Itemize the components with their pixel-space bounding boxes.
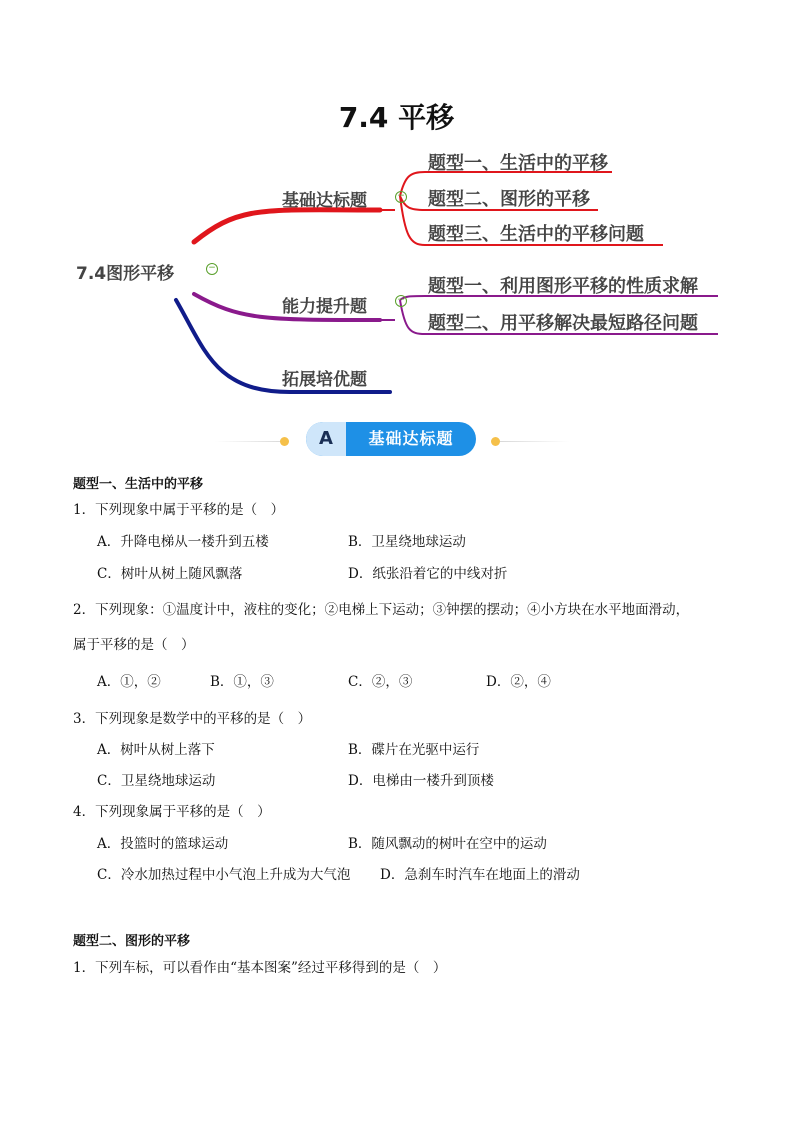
question-option: C．②，③ xyxy=(348,674,413,690)
question-option: B．卫星绕地球运动 xyxy=(348,534,466,550)
question-option: D．纸张沿着它的中线对折 xyxy=(348,566,508,582)
section-heading: 题型一、生活中的平移 xyxy=(73,477,204,492)
mindmap-branch-basic: 基础达标题 xyxy=(282,191,367,211)
section-heading: 题型二、图形的平移 xyxy=(73,934,191,949)
mindmap-root: 7.4图形平移 xyxy=(76,264,175,284)
banner-letter: A xyxy=(306,422,346,456)
question-option: A．投篮时的篮球运动 xyxy=(97,836,229,852)
collapse-icon[interactable]: − xyxy=(395,191,407,203)
question-option: C．树叶从树上随风飘落 xyxy=(97,566,243,582)
question-option: A．树叶从树上落下 xyxy=(97,742,215,758)
mindmap-item: 题型二、图形的平移 xyxy=(428,189,590,210)
question-stem: 4．下列现象属于平移的是（ ） xyxy=(73,804,271,820)
question-stem: 1．下列现象中属于平移的是（ ） xyxy=(73,502,285,518)
collapse-icon[interactable]: − xyxy=(395,295,407,307)
question-stem: 3．下列现象是数学中的平移的是（ ） xyxy=(73,711,312,727)
mindmap-item: 题型一、利用图形平移的性质求解 xyxy=(428,276,698,297)
mindmap-item: 题型一、生活中的平移 xyxy=(428,153,608,174)
banner-dot-left xyxy=(280,437,289,446)
question-option: B．随风飘动的树叶在空中的运动 xyxy=(348,836,547,852)
question-option: C．卫星绕地球运动 xyxy=(97,773,216,789)
question-option: A．①，② xyxy=(97,674,161,690)
question-option: A．升降电梯从一楼升到五楼 xyxy=(97,534,269,550)
collapse-icon[interactable]: − xyxy=(206,263,218,275)
mindmap-item: 题型三、生活中的平移问题 xyxy=(428,224,644,245)
question-option: B．碟片在光驱中运行 xyxy=(348,742,480,758)
banner-line-left xyxy=(215,441,285,442)
question-option: D．电梯由一楼升到顶楼 xyxy=(348,773,494,789)
mindmap-branch-extension: 拓展培优题 xyxy=(282,370,367,390)
banner-text: 基础达标题 xyxy=(368,429,454,448)
question-stem: 1．下列车标，可以看作由“基本图案”经过平移得到的是（ ） xyxy=(73,960,447,976)
question-option: B．①，③ xyxy=(210,674,274,690)
mindmap-branch-advanced: 能力提升题 xyxy=(282,297,367,317)
question-option: C．冷水加热过程中小气泡上升成为大气泡 xyxy=(97,867,351,883)
question-option: D．②，④ xyxy=(486,674,551,690)
banner-dot-right xyxy=(491,437,500,446)
question-stem: 2．下列现象：①温度计中，液柱的变化；②电梯上下运动；③钟摆的摆动；④小方块在水平地面滑动， xyxy=(73,602,690,618)
mindmap-connectors xyxy=(0,0,793,420)
page-title: 7.4 平移 xyxy=(338,101,455,134)
question-option: D．急刹车时汽车在地面上的滑动 xyxy=(380,867,580,883)
section-banner xyxy=(306,422,476,456)
question-stem-continued: 属于平移的是（ ） xyxy=(73,637,195,653)
banner-line-right xyxy=(500,441,570,442)
mindmap-item: 题型二、用平移解决最短路径问题 xyxy=(428,313,698,334)
